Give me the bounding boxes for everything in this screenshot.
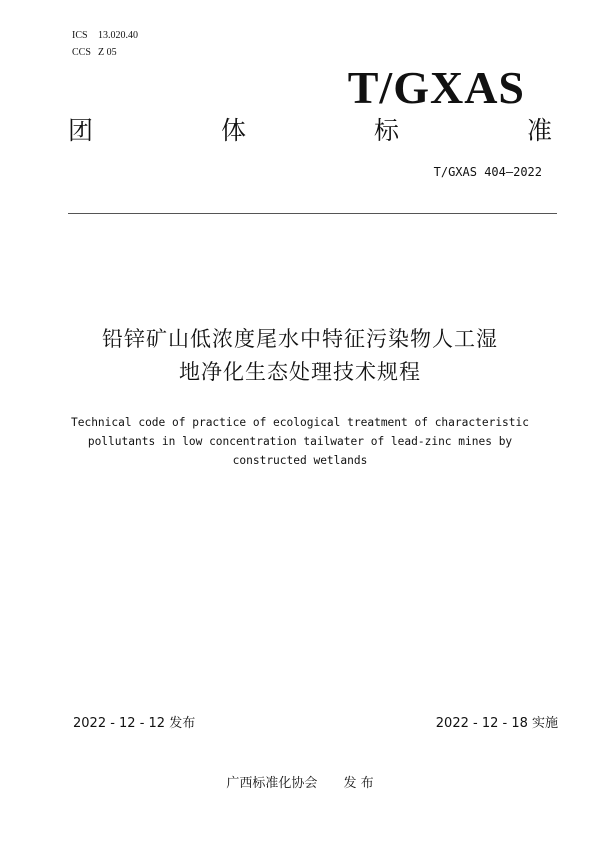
- chinese-title: [40, 323, 560, 389]
- ics-row: [72, 27, 138, 44]
- implementation-date: 2022 - 12 - 18 实施: [435, 716, 558, 731]
- standard-type-char: 标: [373, 116, 399, 145]
- english-title-line-2: pollutants in low concentration tailwater of lead-zinc mines by: [87, 435, 513, 448]
- english-title-line-1: Technical code of practice of ecological treatment of characteristic: [70, 416, 529, 429]
- chinese-title-line-1: 铅锌矿山低浓度尾水中特征污染物人工湿: [102, 327, 498, 351]
- classification-codes: [72, 27, 138, 61]
- standard-type-char: 团: [68, 116, 94, 145]
- ccs-row: [72, 44, 138, 61]
- publisher-line: [0, 775, 600, 793]
- standard-type-heading: [68, 116, 552, 146]
- ics-code: 13.020.40: [98, 30, 138, 41]
- english-title-line-3: constructed wetlands: [232, 454, 368, 467]
- ccs-code: Z 05: [98, 47, 117, 58]
- standard-type-char: 体: [220, 116, 246, 145]
- standard-number: T/GXAS 404—2022: [433, 165, 542, 179]
- publisher-name: 广西标准化协会: [226, 776, 318, 791]
- issue-date: 2022 - 12 - 12 发布: [73, 716, 196, 731]
- standard-brand-logo: T/GXAS: [347, 62, 525, 113]
- header-divider: [68, 213, 557, 214]
- english-title: [40, 413, 560, 470]
- ccs-label: CCS: [72, 47, 91, 58]
- standard-type-char: 准: [526, 116, 552, 145]
- publish-action: 发 布: [343, 776, 374, 791]
- chinese-title-line-2: 地净化生态处理技术规程: [179, 360, 421, 384]
- ics-label: ICS: [72, 30, 88, 41]
